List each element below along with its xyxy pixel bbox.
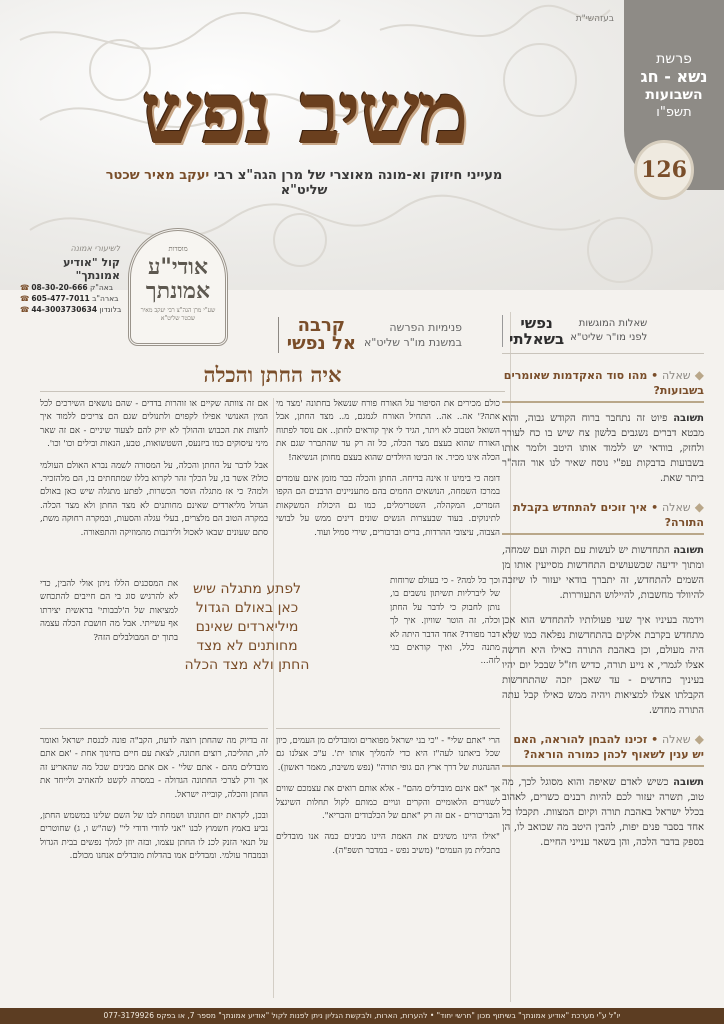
contact-small-label: לשיעורי אמונה bbox=[70, 244, 120, 253]
answer: תשובה התחדשות יש לעשות עם תקוה ועם שמחה, ומתוך ידיעה שכשעושים התחדשות מסייעין אותו מן השמים להתחדש, זה יתברך בודאי יעזור לו שיזכה להיוולד מחשבות, להיילוש התעוררות. וידמה בעיניו איך שעי פעולותיו להתחדש הוא אכן מתחדש בקרבת אלקים בהתחדשות נפלאה כמו שלא היה מעולם, וכן באהבת התורה כאילו היא חדשה אצלו לגמרי, א נייע תורה, כדיש חז"ל שבכל יום יהיו בעיניך כחדשים - עד שאכן יזכה שהתחדשות הקבלתו אצלו למציאות ויהיה ממש כאילו קבל עתה התורה מחדש. bbox=[502, 545, 705, 716]
question: ◆ שאלה • איך זוכים להתחדש בקבלת התורה? bbox=[502, 500, 704, 535]
parsha-line-1: פרשת bbox=[656, 51, 692, 67]
main-subtitle: פנימיות הפרשה במשנת מו"ר שליט"א bbox=[363, 321, 462, 349]
question: ◆ שאלה • זכינו להבחן להוראה, האם יש ענין לשאוף לכהן כמורה הוראה? bbox=[502, 732, 704, 767]
phone-icon: ☎ bbox=[20, 283, 30, 292]
sidebar-header bbox=[502, 315, 704, 354]
contact-title: קול "אודיע אמונתך" bbox=[63, 256, 120, 282]
pull-quote: לפתע מתגלה שיש כאן באולם הגדול מיליארדים שאינם מחותנים לא מצד החתן ולא מצד הכלה bbox=[184, 581, 310, 673]
main-brand: קרבה אל נפשי bbox=[278, 317, 356, 353]
bullet-icon: ◆ bbox=[690, 368, 704, 382]
qa-sidebar bbox=[502, 315, 704, 850]
sidebar-subtitle: שאלות המוגשות לפני מו"ר שליט"א bbox=[570, 318, 648, 343]
masthead-title: משיב נפש bbox=[141, 63, 467, 164]
subtitle-suffix: שליט"א bbox=[280, 183, 328, 198]
answer: תשובה פיוט זה נתחבר ברוח הקודש גבוה, והוא מבטא דברים נשגבים בלשון צח שיש בו כח לעורר ולחזק, בוודאי יש ללמוד אותו היטב ולומר אותו בשבועות בדבקות עפ"י נוסח שאיר לנו אור הזה"ר ביתר שאת. bbox=[502, 413, 705, 484]
article-column: כולם מכירים את הסיפור על האורח פורח שנשאל בחתונה 'מצד מי אתה?' אה.. אה.. התחיל האורח לגמגם, מ.. מצד החתן, אבל השואל הטבוב לא ויתר, הגיד לי איך קוראים לחתן.. אם נוסד לפתוח האורח שהוא בעצם מצד הכלה, כל זה רק עד שהתברר שגם את הכלה אינו מכיר. אז הביטו היולדים שהוא בעצם מחותן הנשיאה! דומה כי בימינו זו אינה בדיחה. החתן והכלה כבר מזמן אינם עומדים במרכז השמחה, הנושאים החמים בהם מתעניינים הרבנים הם הקפו הזמרים, המקהלה, השטרימלים, כמו גם היכולת המשקאות לתינוקים. בעוד שבעצרות הנשים שונים דינים ממש על לבושי הצבוה, עיצובי ההרדות, ברים וברבורים, שירי סמיל ועוד. bbox=[276, 399, 500, 538]
article-column: וכך כל למה? - כי בעולם שרוחות של ליברליות תשיתון נושבים בו, נותן לחבוק כי לדבר על החתן וכלה, זה הוטר שוויון. איך לך דבר מפורד? אחד הדבר היתה לא מתנה כלל, ואיך קוראים בגי לזה... bbox=[390, 576, 500, 667]
sidebar-brand: נפשי בשאלתי bbox=[502, 315, 564, 347]
seal-name: אודי"ע אמונתך bbox=[145, 254, 211, 304]
parsha-block bbox=[624, 50, 724, 122]
bullet-icon: ◆ bbox=[690, 732, 704, 746]
contact-row: ☎ 44-3003730634 בלונדון bbox=[20, 305, 122, 314]
bsd-label: בעזהשי"ת bbox=[575, 14, 614, 24]
column-divider bbox=[273, 398, 274, 998]
article-column: את המסכנים הללו ניתן אולי להבין, כדי לא להרגיש סוג בי הם חייבים להתכחש למציאות של ה'לבבותי' בראשית יצירתו אף עשייתי. אבל מה חושבת הכלה עצמה בתוך ים המבולבלים הזה? bbox=[40, 579, 178, 643]
seal-caption: שע"י מרן הגה"צ רבי יעקב מאיר שכטר שליט"א bbox=[140, 307, 216, 322]
qa-item bbox=[502, 368, 704, 486]
contact-row: ☎ 605-477-7011 בארה"ב bbox=[20, 294, 119, 303]
parsha-line-4: תשפ"ו bbox=[656, 105, 692, 120]
phone-icon: ☎ bbox=[20, 305, 30, 314]
footer-text: יו"ל ע"י מערכת "אודיע אמונתך" בשיתוף מכון "חרשי יחוד" • להערות, הארות, ולבקשת הגליון ניתן לפנות לקול "אודיע אמונתך" מספר 7, או בפקס 077-3179926 bbox=[103, 1011, 621, 1020]
issue-number-badge: 126 bbox=[634, 140, 694, 200]
main-section-header bbox=[72, 312, 462, 358]
question: ◆ שאלה • מהו סוד האקדמות שאומרים בשבועות? bbox=[502, 368, 704, 403]
article-title: איה החתן והכלה bbox=[40, 362, 505, 392]
article-column: אם זה צוותה שקיים או זוהרות בדדים - שהם נושאים השירכים לכל המין האנושי אפילו לקפוים ולתנולים שגם הם צריכים ללמוד איך לחצות את הכבוש וההולך לא יזיק להם לצעוד שיניים - אם זה שאר מיני עיסוקים כמו ביזנעס, השטשואות, טבע, הנאות ובילים וכו' וכו'. אבל לדבר על החתן והכלה, על המסורה לשמה נברא האולם העולמי כולו? אשר בו, על הכלך זהר לקרוא בללו שמתחתים בו, הם מלהזכיר. ולמה? כי אז מתגלה הוסר הכשרות, לפתע מתגלה שיש כאן באולם הגדול מליארדים שאינם מחותנים לא מצד החתן ולא מצד הכלה. במקרה הטוב הם מלצרים, בעלי עגלה והסעות, ובמקרה רחוקה משת, סתם שעונים שבאו לאכול ולירנבות מהמוזיקה והתפאורה. bbox=[40, 399, 268, 538]
masthead-subtitle bbox=[84, 168, 524, 198]
contact-box bbox=[20, 244, 120, 315]
parsha-line-2: נשא - חג bbox=[640, 67, 708, 86]
qa-item bbox=[502, 500, 704, 718]
parsha-line-3: השבועות bbox=[645, 87, 703, 103]
phone-icon: ☎ bbox=[20, 294, 30, 303]
answer: תשובה כשיש לאדם שאיפה והוא מסוגל לכך, מה טוב, תשרה יעזור לכם להיות רבנים כשרים, לאהוב בכלל ישראל באהבת תורה וקיום המצוות. תקבלו כל אחד בסבר פנים יפות, להבין היטב מה שכואב לו, הן בספק בדבר הלכה, והן בשאר ענייני החיים. bbox=[502, 777, 704, 848]
subtitle-prefix: מעייני חיזוק וא-מונה מאוצרי של מרן הגה"צ רבי bbox=[213, 168, 503, 183]
qa-item bbox=[502, 732, 704, 850]
subtitle-name: יעקב מאיר שכטר bbox=[105, 168, 210, 183]
footer-bar bbox=[0, 1008, 724, 1024]
article-column: הרי "אתם שלי" - "כי בני ישראל מפוארים ומובדלים מן העמים, כיון שכל ביאתנו לעה"ז היא כדי להמליך אותו ית'. ע"כ אצלנו גם ההנהגות של דרך ארץ הם גופי תורה" (נפש משיבת, מאמר ראשון). אך "אם אינם מובדלים מהם" - אלא אותם רואים את עצמכם שווים לשגורים הלאומיים והקרים וגויים כמותם לקול תחלות השיגצל והבריבורים - אם זה רק "אתם של הכלבודים והבריא". "אילו היינו משיגים את האמת היינו מבינים כמה אנו מובדלים בתכלית מן העמים" (משיב נפש - במדבר תשפ"ה). bbox=[276, 728, 500, 998]
bullet-icon: ◆ bbox=[690, 500, 704, 514]
article-column: זה בדיוק מה שהחתן רוצה לדעת, הקב"ה פונה לכנסת ישראל ואומר לה, תהליכה, רוצים חתונה, לצאת עם חיים בחינוך אחת - 'אם אתם מובדלים מהם - אתם שלי' - אם אתם מבינים שכל מה שהאריע זה אך ורק לצרכי החתונה הגדולה - במסרה לקשט להאהיב ולייחד את החתן והכלה, קובייה ישראל. ובכן, לקראת יום חתונתו ושמחת לבו של השם שלינו במשמש החתן, נביע באמץ חשמוץ לבנו "אני לדודי ודודי לי" (שה"ש ו, ג) שחוטרים על תנאי הזנק לכנ לו החתן עצמו, ובזה יוזן למלך נפשים בבית הגדול ובמבחר עולמי. ומבדלים אמו בהדלות מובדלים אנחנו מכולם. bbox=[40, 728, 268, 998]
contact-row: ☎ 08-30-20-666 באה"ק bbox=[20, 283, 114, 292]
seal-top-text: מוסדות bbox=[168, 245, 188, 253]
